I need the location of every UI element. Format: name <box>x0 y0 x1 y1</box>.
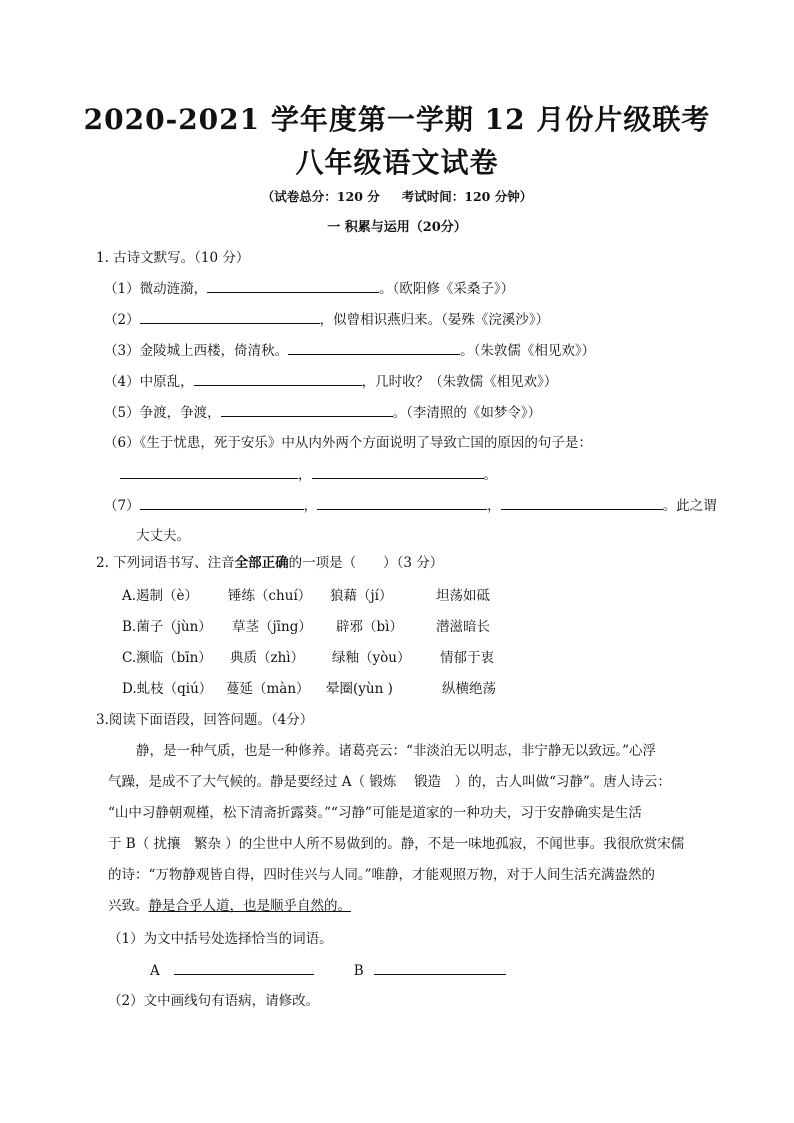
answer-blank[interactable] <box>120 464 298 479</box>
exam-title-line1: 2020-2021 学年度第一学期 12 月份片级联考 <box>83 103 711 136</box>
q3-para-line-6: 兴致。静是合乎人道，也是顺乎自然的。 <box>108 898 351 914</box>
answer-blank[interactable] <box>312 464 484 479</box>
q2-option-b[interactable]: B.菌子（jùn） 草茎（jīng） 辟邪（bì） 潜滋暗长 <box>122 619 490 635</box>
q3-sub1: （1）为文中括号处选择恰当的词语。 <box>108 931 333 947</box>
q1-item-4: （4）中原乱， ，几时收？（朱敦儒《相见欢》） <box>104 371 557 392</box>
answer-blank[interactable] <box>221 402 393 417</box>
underlined-sentence: 静是合乎人道，也是顺乎自然的。 <box>148 898 351 914</box>
q1-item-7: （7） ， ， 。此之谓 <box>104 495 717 516</box>
label-a: A <box>150 963 160 979</box>
total-score: （试卷总分：120 分 <box>261 189 380 204</box>
answer-blank[interactable] <box>288 340 460 355</box>
q1-item-5: （5）争渡，争渡， 。（李清照的《如梦令》） <box>104 402 541 423</box>
answer-blank[interactable] <box>194 371 362 386</box>
q3-para-line-1: 静，是一种气质，也是一种修养。诸葛亮云：“非淡泊无以明志，非宁静无以致远。”心浮 <box>136 743 657 759</box>
q1-heading: 1. 古诗文默写。（10 分） <box>96 250 250 266</box>
answer-blank[interactable] <box>140 495 304 510</box>
q2-option-d[interactable]: D.虬枝（qiú） 蔓延（màn） 晕圈(yùn ) 纵横绝荡 <box>122 681 496 697</box>
q1-item-1: （1）微动涟漪， 。（欧阳修《采桑子》） <box>104 278 514 299</box>
q3-sub2: （2）文中画线句有语病，请修改。 <box>108 993 320 1009</box>
answer-blank[interactable] <box>207 278 379 293</box>
q1-item-3: （3）金陵城上西楼，倚清秋。 。（朱敦儒《相见欢》） <box>104 340 595 361</box>
q3-heading: 3.阅读下面语段，回答问题。（4分） <box>96 712 314 728</box>
q3-para-line-5: 的诗：“万物静观皆自得，四时佳兴与人同。”唯静，才能观照万物，对于人间生活充满盎然的 <box>108 867 656 883</box>
q2-option-a[interactable]: A.遏制（è） 锤练（chuí） 狼藉（jí） 坦荡如砥 <box>122 588 490 604</box>
q3-para-line-2: 气躁，是成不了大气候的。静是要经过 A（ 锻炼 锻造 ）的，古人叫做“习静”。唐人诗云： <box>108 774 671 790</box>
q2-option-c[interactable]: C.濒临（bīn） 典质（zhì） 绿釉（yòu） 情郁于衷 <box>122 650 494 666</box>
section-title: 一 积累与运用（20分） <box>327 220 467 235</box>
answer-blank-b[interactable] <box>374 960 506 975</box>
q3-answer-row <box>150 960 506 981</box>
q1-item-6-answers: ， 。 <box>120 464 497 485</box>
answer-blank[interactable] <box>501 495 663 510</box>
answer-blank[interactable] <box>317 495 487 510</box>
exam-meta <box>0 187 794 205</box>
q3-para-line-4: 于 B（ 扰攘 繁杂 ）的尘世中人所不易做到的。静，不是一味地孤寂，不闻世事。我很欣赏宋儒 <box>108 836 685 852</box>
q1-item-6: （6）《生于忧患，死于安乐》中从内外两个方面说明了导致亡国的原因的句子是： <box>104 435 592 451</box>
q3-para-line-3: “山中习静朝观槿，松下清斋折露葵。”“习静”可能是道家的一种功夫，习于安静确实是生活 <box>108 805 642 821</box>
exam-title-line2: 八年级语文试卷 <box>295 146 499 179</box>
label-b: B <box>353 963 364 979</box>
answer-blank[interactable] <box>140 309 320 324</box>
answer-blank-a[interactable] <box>174 960 314 975</box>
q1-item-7-cont: 大丈夫。 <box>136 528 190 544</box>
q2-heading: 2. 下列词语书写、注音全部正确的一项是（ ）（3 分） <box>96 555 444 571</box>
exam-time: 考试时间：120 分钟） <box>401 189 533 204</box>
q1-item-2: （2） ，似曾相识燕归来。（晏殊《浣溪沙》） <box>104 309 549 330</box>
